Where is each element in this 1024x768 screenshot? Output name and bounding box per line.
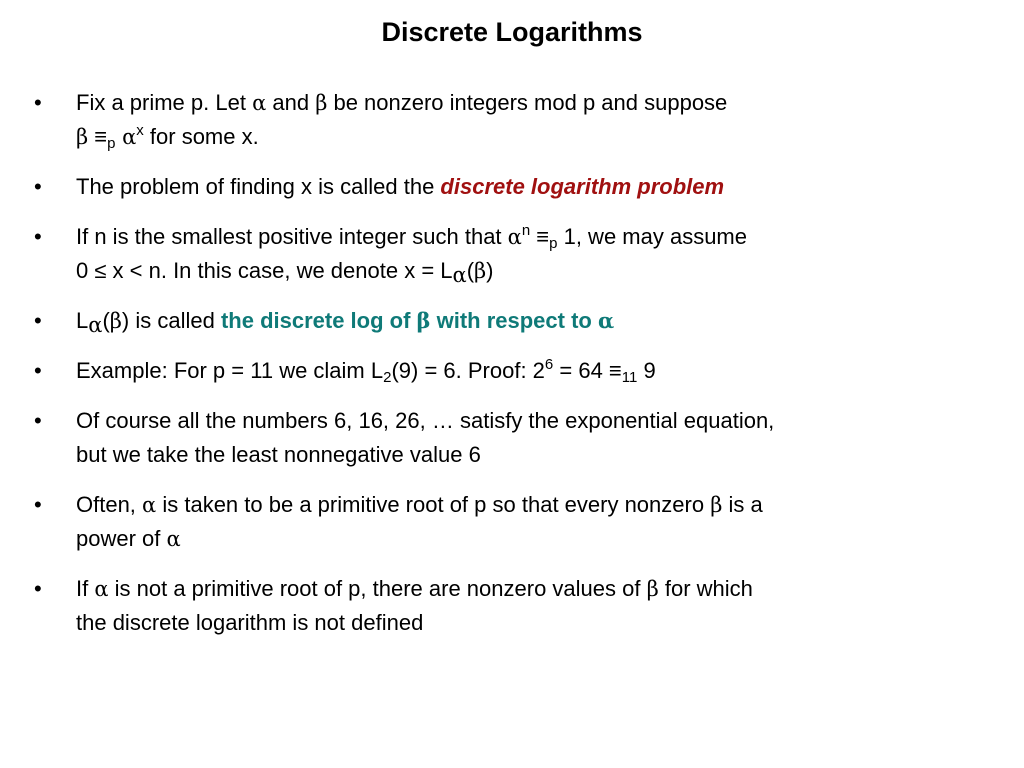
bullet-line: Often, α is taken to be a primitive root of p so that every nonzero β is a bbox=[76, 492, 763, 517]
highlighted-term: discrete logarithm problem bbox=[440, 174, 725, 199]
bullet-smallest-n bbox=[30, 220, 1000, 288]
bullet-line: The problem of finding x is called the discrete logarithm problem bbox=[76, 174, 725, 199]
bullet-problem-definition bbox=[30, 170, 1000, 204]
bullet-line: If n is the smallest positive integer such that $\alpha^n \equiv_p$ 1, we may assume bbox=[76, 222, 747, 252]
alpha-symbol: α bbox=[166, 527, 181, 551]
alpha-symbol: α bbox=[94, 577, 109, 601]
alpha-symbol: α bbox=[88, 313, 103, 337]
bullet-primitive-root bbox=[30, 488, 1000, 556]
beta-symbol: β bbox=[474, 259, 487, 283]
beta-symbol: β bbox=[646, 577, 659, 601]
alpha-symbol: α bbox=[142, 493, 157, 517]
beta-symbol: β bbox=[315, 91, 328, 115]
beta-symbol: β bbox=[416, 308, 431, 333]
bullet-marker: • bbox=[34, 308, 42, 333]
bullet-list bbox=[30, 86, 1000, 656]
alpha-symbol: α bbox=[597, 308, 615, 333]
beta-symbol: β bbox=[710, 493, 723, 517]
bullet-line: the discrete logarithm is not defined bbox=[76, 610, 424, 635]
bullet-example bbox=[30, 354, 1000, 388]
bullet-marker: • bbox=[34, 224, 42, 249]
bullet-line: If α is not a primitive root of p, there are nonzero values of β for which bbox=[76, 576, 753, 601]
bullet-discrete-log-name bbox=[30, 304, 1000, 338]
bullet-marker: • bbox=[34, 90, 42, 115]
bullet-line: power of α bbox=[76, 526, 181, 551]
alpha-symbol: α bbox=[252, 91, 267, 115]
bullet-line: but we take the least nonnegative value 6 bbox=[76, 442, 481, 467]
highlighted-term: the discrete log of β with respect to α bbox=[220, 308, 615, 333]
bullet-marker: • bbox=[34, 492, 42, 517]
bullet-marker: • bbox=[34, 408, 42, 433]
alpha-symbol: α bbox=[452, 263, 467, 287]
bullet-marker: • bbox=[34, 358, 42, 383]
bullet-least-value bbox=[30, 404, 1000, 472]
bullet-marker: • bbox=[34, 174, 42, 199]
bullet-line: Of course all the numbers 6, 16, 26, … satisfy the exponential equation, bbox=[76, 408, 775, 433]
beta-symbol: β bbox=[76, 125, 89, 149]
bullet-marker: • bbox=[34, 576, 42, 601]
bullet-not-primitive bbox=[30, 572, 1000, 640]
bullet-line: 0 ≤ x < n. In this case, we denote $x = L_\alpha(\beta)$ bbox=[76, 258, 494, 287]
bullet-line: Example: For p = 11 we claim $L_2(9) = 6$. Proof: $2^6 = 64 \equiv_{11}$ 9 bbox=[76, 356, 656, 386]
slide-title: Discrete Logarithms bbox=[381, 17, 643, 47]
alpha-symbol: α bbox=[507, 225, 522, 249]
bullet-line: Fix a prime p. Let α and β be nonzero integers mod p and suppose bbox=[76, 90, 728, 115]
bullet-line: $\beta \equiv_p$ $\alpha^x$ for some x. bbox=[76, 122, 259, 152]
alpha-symbol: α bbox=[115, 125, 137, 149]
bullet-line: $L_\alpha(\beta)$ is called the discrete log of β with respect to α bbox=[76, 308, 615, 337]
beta-symbol: β bbox=[109, 309, 122, 333]
bullet-fix-prime bbox=[30, 86, 1000, 154]
